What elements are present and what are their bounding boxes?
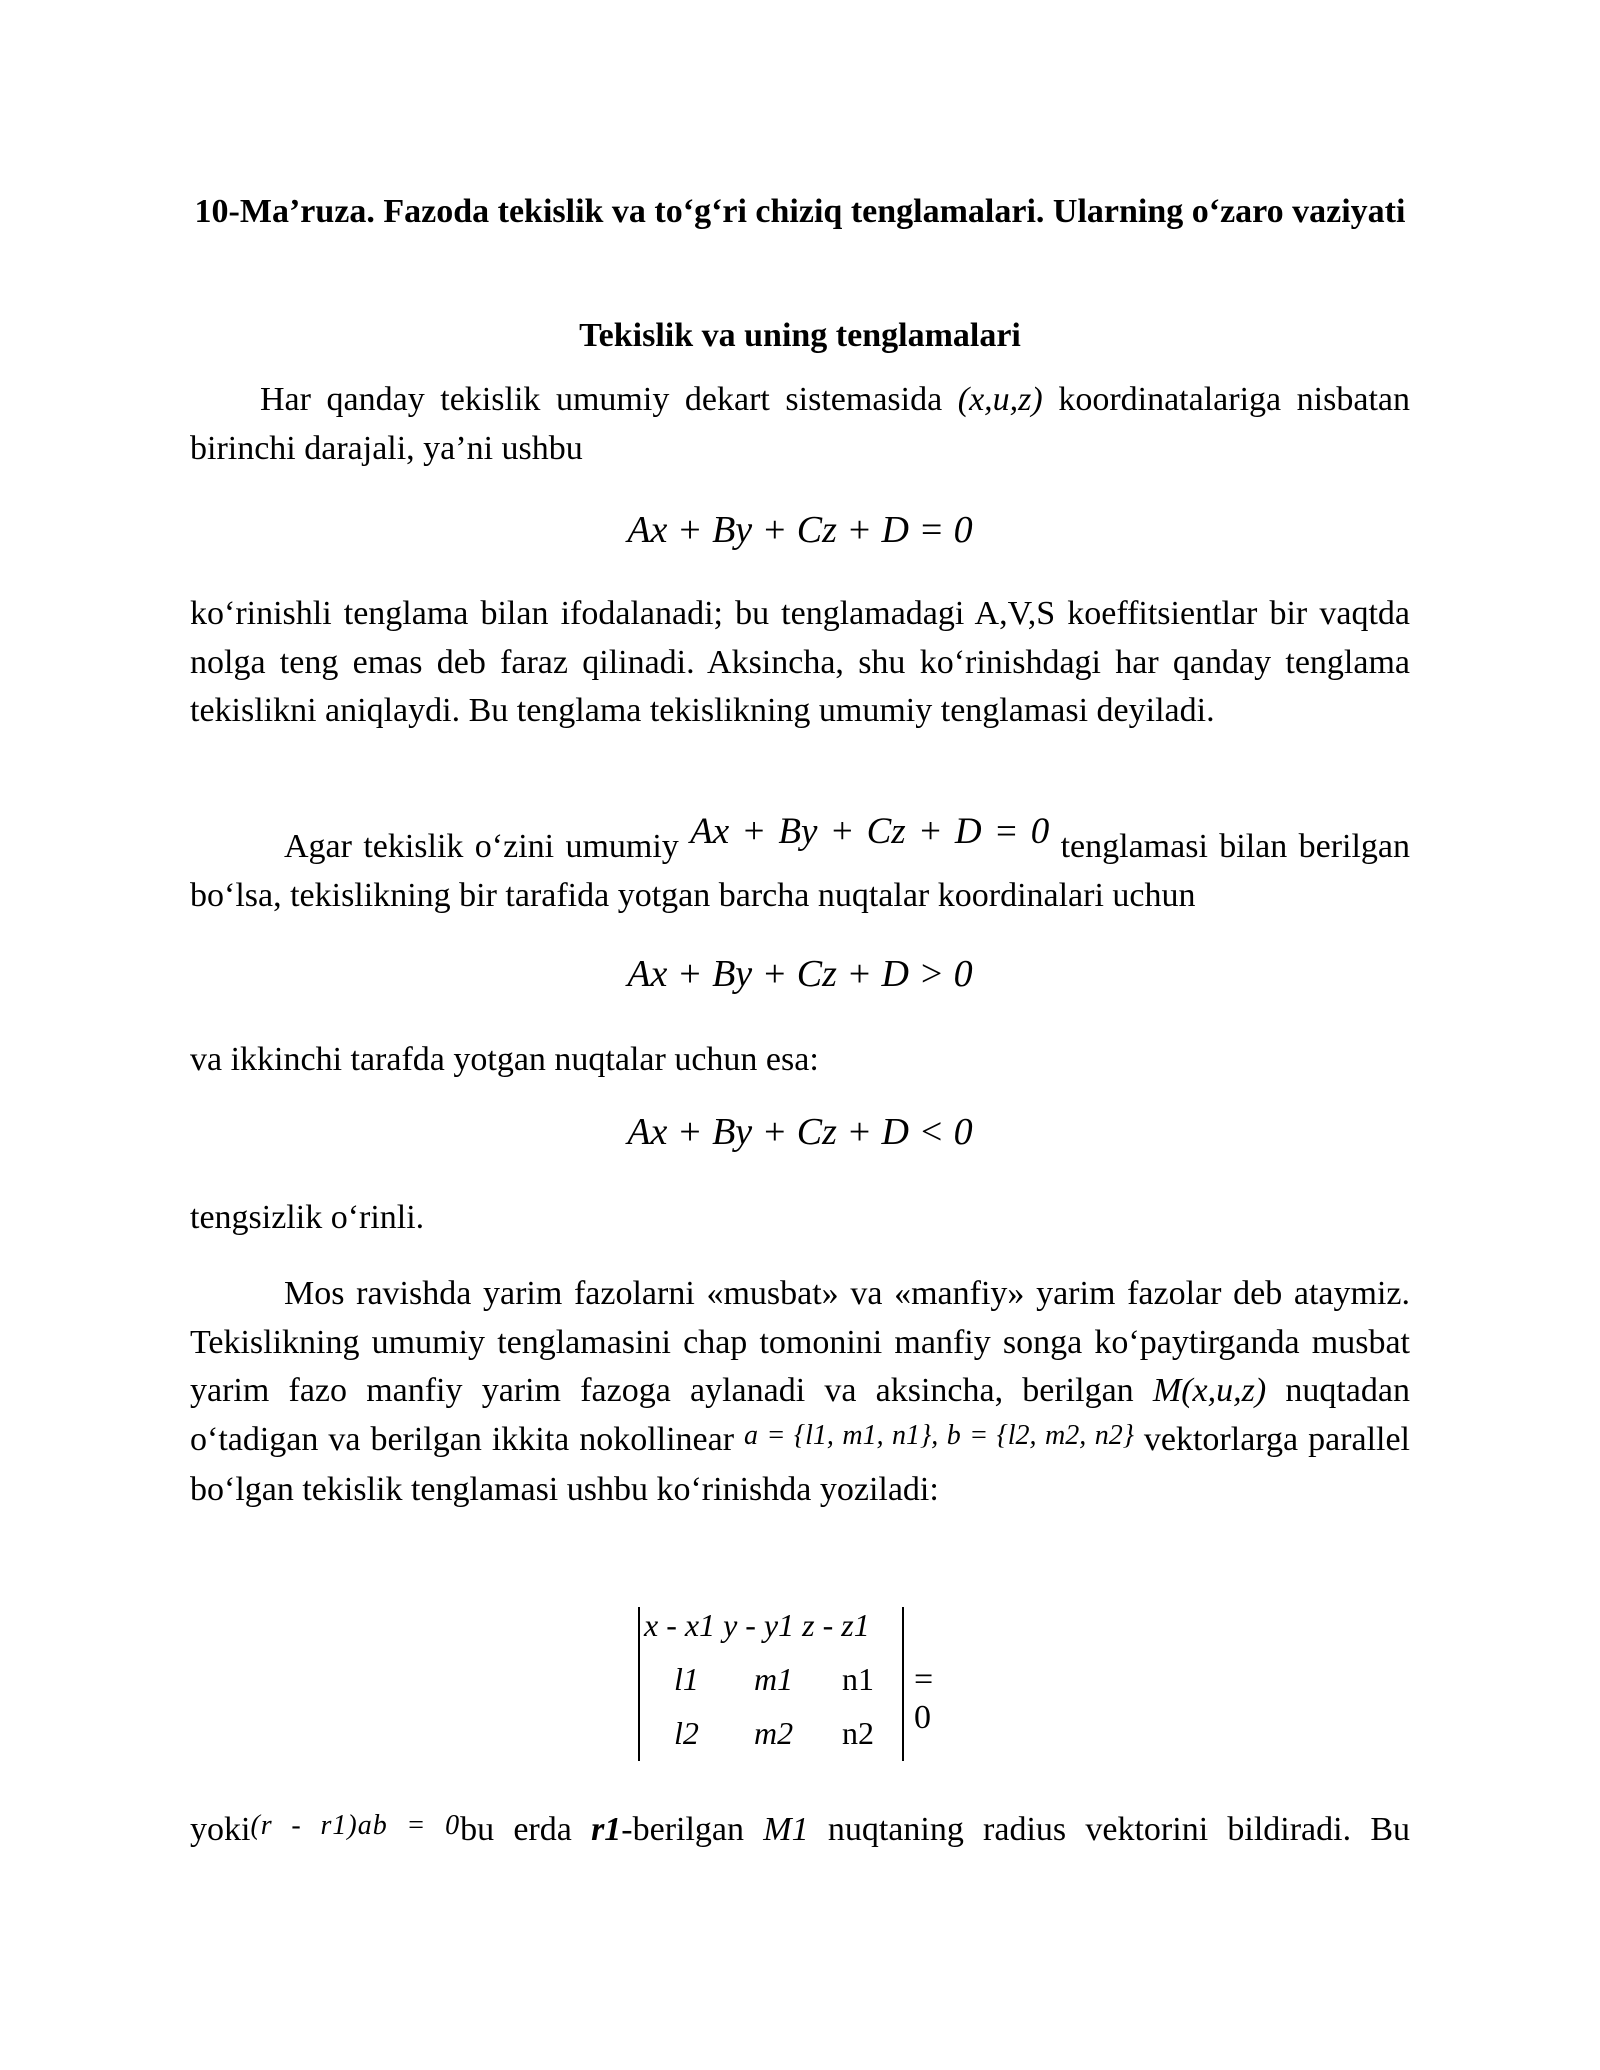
equation-text: Ax + By + Cz + D = 0	[627, 509, 973, 551]
paragraph-intro	[190, 376, 1410, 473]
determinant-l2: l2	[674, 1715, 699, 1751]
vector-form-text-3: nuqtaning radius vektorini bildiradi. Bu	[808, 1811, 1410, 1848]
paragraph-vector-form	[190, 1806, 1410, 1857]
paragraph-parallel-vectors	[190, 1270, 1410, 1515]
paragraph-half-space	[190, 811, 1410, 920]
radius-vector-r1: r1	[591, 1811, 622, 1848]
vector-form-text-1: bu erda	[460, 1811, 592, 1848]
determinant-m1: m1	[754, 1661, 794, 1697]
inline-plane-equation: Ax + By + Cz + D = 0	[690, 811, 1050, 852]
inequality-positive-text: Ax + By + Cz + D > 0	[627, 953, 973, 995]
point-m-text: M(x,u,z)	[1152, 1372, 1267, 1409]
inequality-negative-text: Ax + By + Cz + D < 0	[627, 1111, 973, 1153]
vectors-definition: a = {l1, m1, n1}, b = {l2, m2, n2}	[744, 1419, 1134, 1451]
determinant-equation	[638, 1607, 958, 1763]
paragraph-half-space-text-2: tenglamasi bilan berilgan bo‘lsa, tekislikning bir tarafida yotgan barcha nuqtalar koordinalari uchun	[190, 828, 1410, 914]
point-m1-text: M1	[763, 1811, 809, 1848]
coordinates-text: (x,u,z)	[957, 381, 1043, 418]
vector-form-text-2: -berilgan	[621, 1811, 764, 1848]
determinant-l1: l1	[674, 1661, 699, 1697]
negative-half-space-inequality	[190, 1108, 1410, 1156]
paragraph-intro-text-2: koordinatalariga nisbatan birinchi darajali, ya’ni ushbu	[190, 381, 1410, 467]
lecture-title: 10-Ma’ruza. Fazoda tekislik va to‘g‘ri chiziq tenglamalari. Ularning o‘zaro vaziyati	[194, 193, 1406, 230]
determinant-n1: n1	[842, 1661, 874, 1697]
paragraph-inequality-holds: tengsizlik o‘rinli.	[190, 1199, 425, 1236]
general-plane-equation	[190, 506, 1410, 554]
paragraph-intro-text-1: Har qanday tekislik umumiy dekart sistemasida	[260, 381, 958, 418]
determinant-row-1: x - x1 y - y1 z - z1	[644, 1607, 870, 1643]
determinant-left-bar	[638, 1607, 640, 1761]
determinant-m2: m2	[754, 1715, 794, 1751]
determinant-rhs: = 0	[914, 1661, 934, 1736]
yoki-text: yoki	[190, 1811, 251, 1848]
determinant-right-bar	[902, 1607, 904, 1761]
paragraph-other-side: va ikkinchi tarafda yotgan nuqtalar uchun esa:	[190, 1041, 819, 1078]
paragraph-parallel-text-3: vektorlarga parallel bo‘lgan tekislik tenglamasi ushbu ko‘rinishda yoziladi:	[190, 1420, 1411, 1508]
paragraph-half-space-text-1: Agar tekislik o‘zini umumiy	[284, 828, 691, 865]
vector-form-equation: (r - r1)ab = 0	[250, 1810, 461, 1841]
paragraph-parallel-text-1: Mos ravishda yarim fazolarni «musbat» va «manfiy» yarim fazolar deb ataymiz. Tekislikning umumiy tenglamasini chap tomonini manfiy songa ko‘paytirganda musbat yarim fazo manfiy yarim fazoga aylanadi va aksincha, berilgan	[190, 1275, 1410, 1409]
section-heading: Tekislik va uning tenglamalari	[579, 317, 1021, 354]
paragraph-general-equation: ko‘rinishli tenglama bilan ifodalanadi; bu tenglamadagi A,V,S koeffitsientlar bir vaqtda nolga teng emas deb faraz qilinadi. Aksincha, shu ko‘rinishdagi har qanday tenglama tekislikni aniqlaydi. Bu tenglama tekislikning umumiy tenglamasi deyiladi.	[190, 595, 1410, 729]
paragraph-parallel-text-2: nuqtadan o‘tadigan va berilgan ikkita nokollinear	[190, 1372, 1410, 1458]
positive-half-space-inequality	[190, 950, 1410, 998]
determinant-n2: n2	[842, 1715, 874, 1751]
